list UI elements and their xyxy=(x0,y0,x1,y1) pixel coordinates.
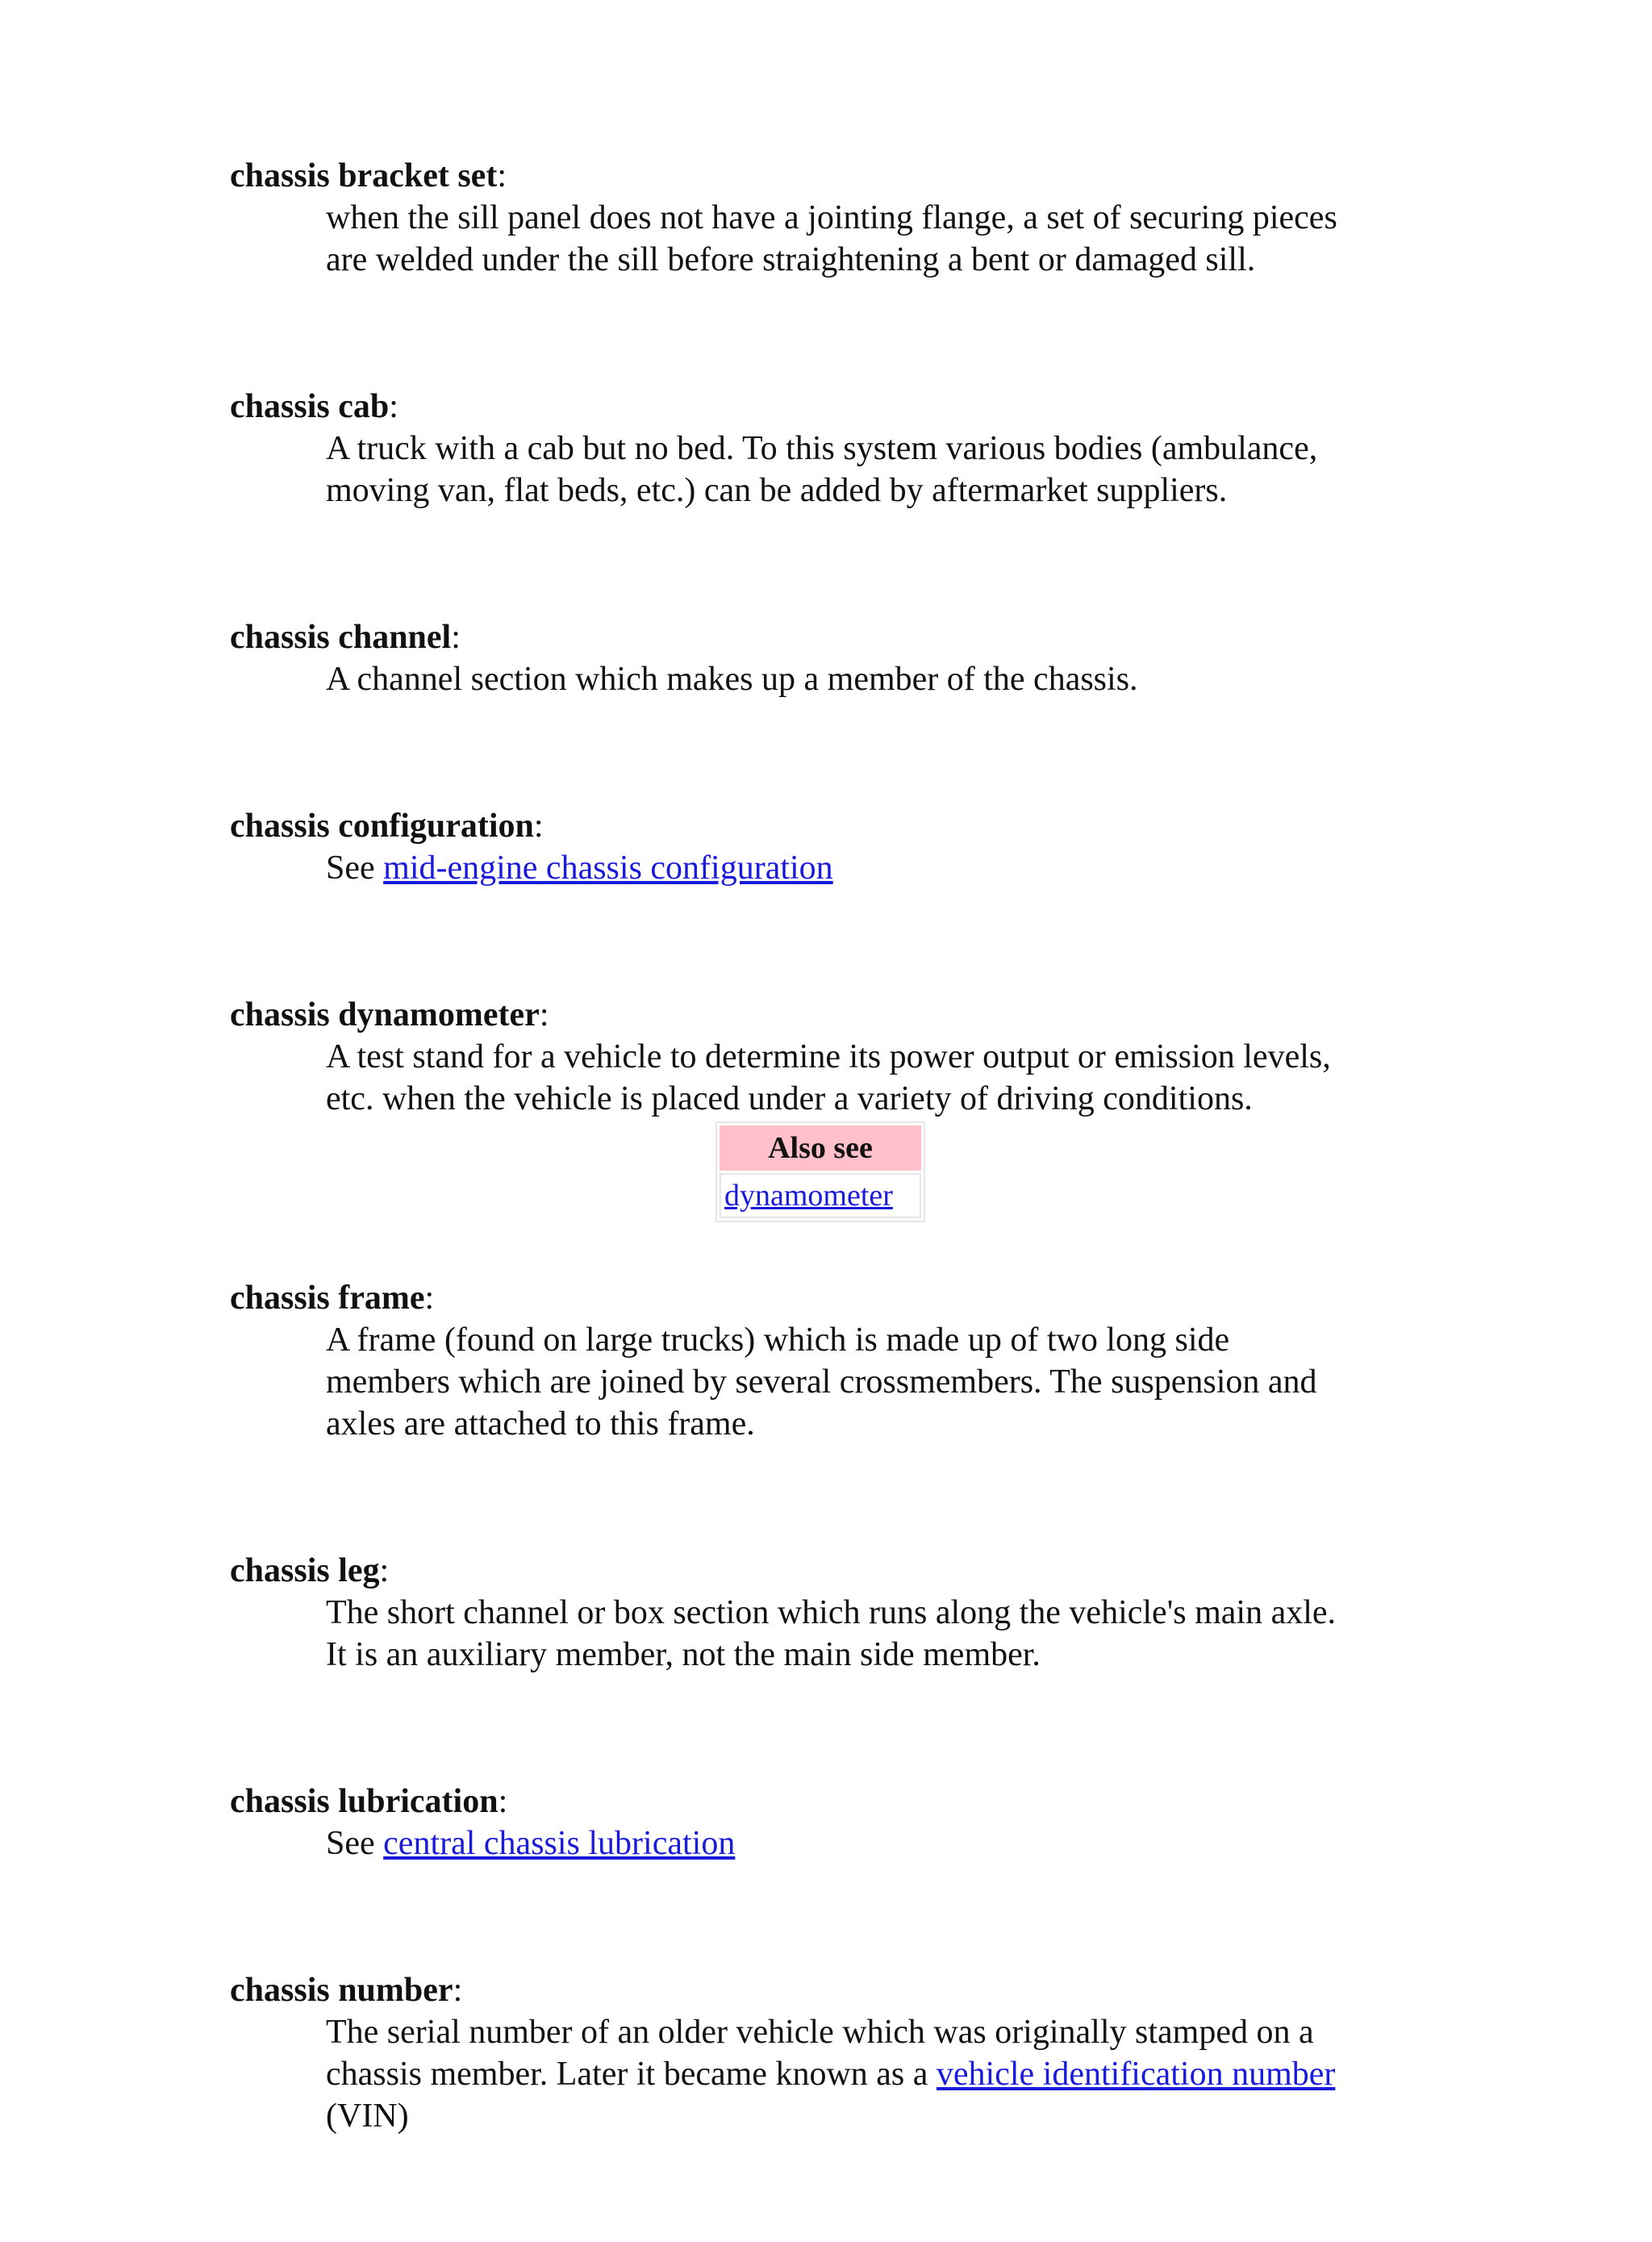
term-text: chassis configuration xyxy=(230,808,534,845)
term-heading: chassis bracket set: xyxy=(230,157,507,194)
entry-chassis-lubrication xyxy=(230,1781,1440,1864)
also-see-header: Also see xyxy=(720,1125,921,1171)
term-text: chassis frame xyxy=(230,1280,425,1317)
definition xyxy=(326,1319,1440,1445)
term-heading: chassis channel: xyxy=(230,619,461,656)
term-heading: chassis configuration: xyxy=(230,808,544,845)
vehicle-identification-number-link[interactable]: vehicle identification number xyxy=(936,2056,1336,2093)
definition xyxy=(326,1822,1440,1864)
entry-chassis-dynamometer xyxy=(230,994,1440,1222)
definition-line: chassis member. Later it became known as a vehicle identification number xyxy=(326,2056,1336,2093)
definition-line: moving van, flat beds, etc.) can be added by aftermarket suppliers. xyxy=(326,472,1228,509)
definition xyxy=(326,658,1440,700)
also-see-cell xyxy=(720,1173,921,1218)
definition-line: A truck with a cab but no bed. To this system various bodies (ambulance, xyxy=(326,430,1318,467)
definition-line: A channel section which makes up a member of the chassis. xyxy=(326,661,1138,698)
term-text: chassis cab xyxy=(230,388,390,425)
see-prefix: See xyxy=(326,850,375,887)
term-heading: chassis number: xyxy=(230,1972,463,2009)
definition xyxy=(326,847,1440,889)
term-heading: chassis cab: xyxy=(230,388,398,425)
term-heading: chassis lubrication: xyxy=(230,1783,508,1820)
term-heading: chassis leg: xyxy=(230,1552,390,1589)
term-heading: chassis dynamometer: xyxy=(230,996,549,1033)
glossary-content xyxy=(230,155,1440,2242)
entry-chassis-cab xyxy=(230,386,1440,511)
definition-line: The serial number of an older vehicle which was originally stamped on a xyxy=(326,2014,1314,2051)
definition xyxy=(326,197,1440,281)
definition-line: etc. when the vehicle is placed under a variety of driving conditions. xyxy=(326,1080,1253,1117)
definition-line: It is an auxiliary member, not the main side member. xyxy=(326,1636,1041,1673)
definition-line: members which are joined by several crossmembers. The suspension and xyxy=(326,1363,1317,1401)
definition-line: axles are attached to this frame. xyxy=(326,1405,755,1442)
definition-line: The short channel or box section which runs along the vehicle's main axle. xyxy=(326,1594,1337,1631)
term-text: chassis lubrication xyxy=(230,1783,499,1820)
definition-line: A test stand for a vehicle to determine its power output or emission levels, xyxy=(326,1038,1331,1075)
entry-chassis-channel xyxy=(230,616,1440,700)
see-prefix: See xyxy=(326,1825,375,1862)
entry-chassis-leg xyxy=(230,1550,1440,1676)
definition-line: when the sill panel does not have a jointing flange, a set of securing pieces xyxy=(326,199,1337,236)
definition xyxy=(326,428,1440,511)
also-see-table xyxy=(715,1121,925,1222)
definition-line: (VIN) xyxy=(326,2098,409,2135)
entry-chassis-configuration xyxy=(230,805,1440,889)
term-text: chassis bracket set xyxy=(230,157,498,194)
entry-chassis-bracket-set xyxy=(230,155,1440,281)
term-text: chassis dynamometer xyxy=(230,996,540,1033)
term-text: chassis number xyxy=(230,1972,453,2009)
definition-line: A frame (found on large trucks) which is made up of two long side xyxy=(326,1321,1230,1359)
term-heading: chassis frame: xyxy=(230,1280,435,1317)
mid-engine-chassis-configuration-link[interactable]: mid-engine chassis configuration xyxy=(383,850,833,887)
dynamometer-link[interactable]: dynamometer xyxy=(724,1179,893,1213)
term-text: chassis leg xyxy=(230,1552,380,1589)
entry-chassis-frame xyxy=(230,1277,1440,1445)
definition xyxy=(326,1036,1440,1120)
central-chassis-lubrication-link[interactable]: central chassis lubrication xyxy=(383,1825,736,1862)
term-text: chassis channel xyxy=(230,619,452,656)
definition-line: are welded under the sill before straightening a bent or damaged sill. xyxy=(326,241,1256,278)
definition xyxy=(326,1592,1440,1676)
entry-chassis-number xyxy=(230,1969,1440,2137)
definition xyxy=(326,2011,1440,2137)
